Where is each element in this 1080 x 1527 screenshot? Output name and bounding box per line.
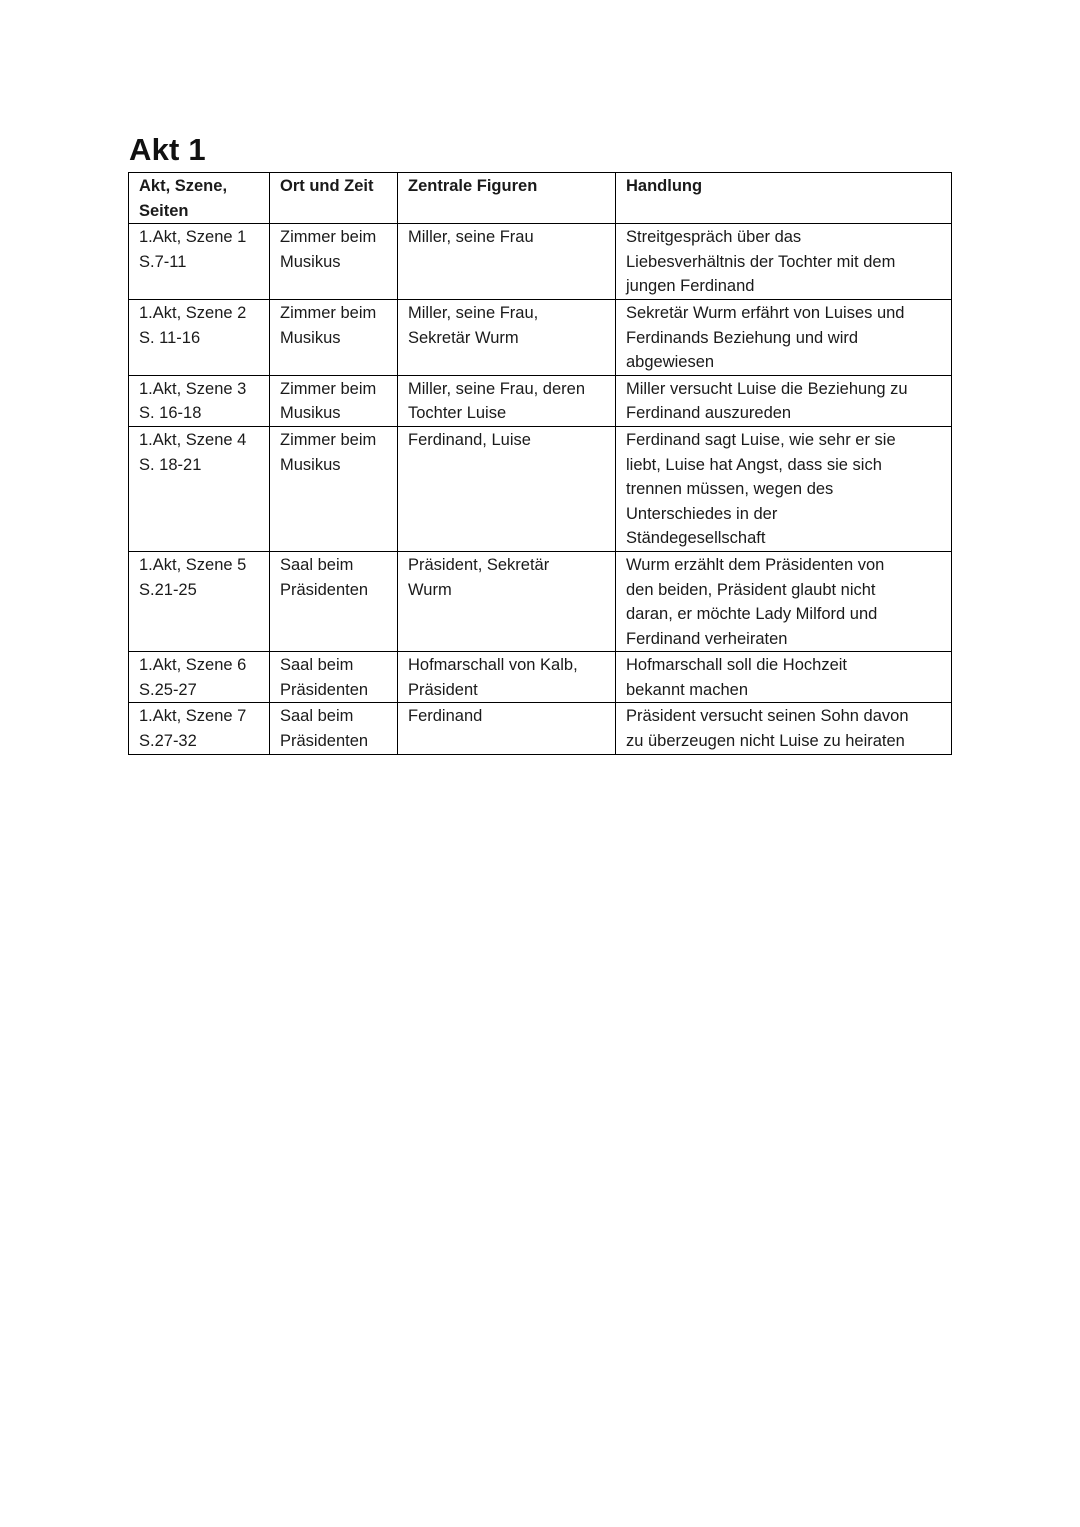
table-row bbox=[129, 551, 952, 651]
cell-handlung bbox=[616, 299, 952, 375]
cell-text-line: 1.Akt, Szene 1 bbox=[139, 228, 247, 247]
cell-text-line: Hofmarschall soll die Hochzeit bbox=[626, 656, 848, 675]
cell-text-line: 1.Akt, Szene 5 bbox=[139, 555, 247, 574]
cell-text-line: Präsident bbox=[408, 680, 478, 699]
cell-text-line: Saal beim bbox=[280, 656, 354, 675]
table-body bbox=[129, 224, 952, 754]
cell-handlung bbox=[616, 652, 952, 703]
table-header-row bbox=[129, 173, 952, 224]
cell-text-line: 1.Akt, Szene 7 bbox=[139, 707, 247, 726]
cell-text-line: S.25-27 bbox=[139, 680, 197, 699]
cell-text-line: Präsidenten bbox=[280, 732, 369, 751]
cell-text-line: Ferdinand, Luise bbox=[408, 430, 531, 449]
cell-text-line: S. 11-16 bbox=[139, 328, 201, 347]
cell-text-line: Präsidenten bbox=[280, 580, 369, 599]
cell-text-line: 1.Akt, Szene 6 bbox=[139, 656, 247, 675]
header-text-line: Handlung bbox=[626, 177, 703, 195]
cell-text-line: Zimmer beim bbox=[280, 303, 377, 322]
table-row bbox=[129, 652, 952, 703]
cell-text-line: abgewiesen bbox=[626, 353, 715, 372]
cell-akt-szene-seiten bbox=[129, 299, 270, 375]
cell-zentrale-figuren bbox=[398, 652, 616, 703]
cell-handlung bbox=[616, 703, 952, 754]
cell-text-line: Musikus bbox=[280, 455, 341, 474]
cell-text-line: Miller, seine Frau, bbox=[408, 303, 539, 322]
scene-table bbox=[128, 172, 952, 755]
cell-text-line: Sekretär Wurm erfährt von Luises und bbox=[626, 303, 905, 322]
cell-akt-szene-seiten bbox=[129, 426, 270, 551]
cell-text-line: zu überzeugen nicht Luise zu heiraten bbox=[626, 732, 905, 751]
cell-zentrale-figuren bbox=[398, 375, 616, 426]
cell-text-line: Unterschiedes in der bbox=[626, 504, 778, 523]
cell-text-line: Saal beim bbox=[280, 555, 354, 574]
header-zentrale-figuren bbox=[398, 173, 616, 224]
table-row bbox=[129, 299, 952, 375]
cell-text-line: Ferdinand auszureden bbox=[626, 404, 792, 423]
header-handlung bbox=[616, 173, 952, 224]
cell-text-line: Musikus bbox=[280, 328, 341, 347]
cell-zentrale-figuren bbox=[398, 299, 616, 375]
cell-text-line: Zimmer beim bbox=[280, 379, 377, 398]
header-text-line: Zentrale Figuren bbox=[408, 177, 538, 195]
cell-text-line: trennen müssen, wegen des bbox=[626, 480, 834, 499]
cell-akt-szene-seiten bbox=[129, 375, 270, 426]
table-row bbox=[129, 703, 952, 754]
cell-handlung bbox=[616, 426, 952, 551]
cell-text-line: Miller versucht Luise die Beziehung zu bbox=[626, 379, 908, 398]
cell-text-line: Präsident, Sekretär bbox=[408, 555, 550, 574]
cell-text-line: daran, er möchte Lady Milford und bbox=[626, 605, 878, 624]
cell-handlung bbox=[616, 375, 952, 426]
cell-text-line: Saal beim bbox=[280, 707, 354, 726]
cell-ort-und-zeit bbox=[270, 299, 398, 375]
cell-text-line: Miller, seine Frau, deren bbox=[408, 379, 585, 398]
cell-text-line: Sekretär Wurm bbox=[408, 328, 519, 347]
cell-text-line: 1.Akt, Szene 2 bbox=[139, 303, 247, 322]
cell-text-line: Ferdinand verheiraten bbox=[626, 629, 788, 648]
cell-ort-und-zeit bbox=[270, 426, 398, 551]
cell-handlung bbox=[616, 551, 952, 651]
cell-text-line: S.7-11 bbox=[139, 252, 187, 271]
cell-text-line: S. 16-18 bbox=[139, 404, 202, 423]
cell-text-line: S. 18-21 bbox=[139, 455, 202, 474]
cell-text-line: Zimmer beim bbox=[280, 228, 377, 247]
cell-text-line: Musikus bbox=[280, 252, 341, 271]
cell-zentrale-figuren bbox=[398, 426, 616, 551]
cell-akt-szene-seiten bbox=[129, 224, 270, 300]
cell-akt-szene-seiten bbox=[129, 703, 270, 754]
cell-text-line: jungen Ferdinand bbox=[626, 277, 755, 296]
cell-zentrale-figuren bbox=[398, 224, 616, 300]
cell-text-line: Ständegesellschaft bbox=[626, 529, 766, 548]
cell-text-line: 1.Akt, Szene 4 bbox=[139, 430, 247, 449]
header-text-line: Seiten bbox=[139, 201, 189, 220]
cell-ort-und-zeit bbox=[270, 551, 398, 651]
cell-akt-szene-seiten bbox=[129, 551, 270, 651]
cell-text-line: Ferdinands Beziehung und wird bbox=[626, 328, 859, 347]
header-akt-szene-seiten bbox=[129, 173, 270, 224]
table-row bbox=[129, 426, 952, 551]
cell-ort-und-zeit bbox=[270, 703, 398, 754]
table-row bbox=[129, 224, 952, 300]
cell-akt-szene-seiten bbox=[129, 652, 270, 703]
table-header bbox=[129, 173, 952, 224]
header-ort-und-zeit bbox=[270, 173, 398, 224]
cell-text-line: Liebesverhältnis der Tochter mit dem bbox=[626, 252, 896, 271]
cell-text-line: Zimmer beim bbox=[280, 430, 377, 449]
cell-text-line: liebt, Luise hat Angst, dass sie sich bbox=[626, 455, 882, 474]
header-text-line: Akt, Szene, bbox=[139, 177, 228, 195]
cell-text-line: 1.Akt, Szene 3 bbox=[139, 379, 247, 398]
cell-text-line: Ferdinand bbox=[408, 707, 483, 726]
cell-ort-und-zeit bbox=[270, 652, 398, 703]
cell-handlung bbox=[616, 224, 952, 300]
cell-text-line: den beiden, Präsident glaubt nicht bbox=[626, 580, 876, 599]
cell-text-line: Musikus bbox=[280, 404, 341, 423]
page-title: Akt 1 bbox=[129, 132, 206, 167]
cell-text-line: Miller, seine Frau bbox=[408, 228, 534, 247]
cell-text-line: Tochter Luise bbox=[408, 404, 507, 423]
cell-ort-und-zeit bbox=[270, 375, 398, 426]
cell-text-line: Präsidenten bbox=[280, 680, 369, 699]
table-row bbox=[129, 375, 952, 426]
cell-text-line: S.27-32 bbox=[139, 732, 197, 751]
cell-text-line: bekannt machen bbox=[626, 680, 749, 699]
cell-text-line: Streitgespräch über das bbox=[626, 228, 802, 247]
cell-text-line: S.21-25 bbox=[139, 580, 197, 599]
cell-text-line: Präsident versucht seinen Sohn davon bbox=[626, 707, 909, 726]
cell-text-line: Wurm bbox=[408, 580, 452, 599]
cell-text-line: Ferdinand sagt Luise, wie sehr er sie bbox=[626, 430, 896, 449]
cell-zentrale-figuren bbox=[398, 703, 616, 754]
cell-text-line: Hofmarschall von Kalb, bbox=[408, 656, 578, 675]
cell-text-line: Wurm erzählt dem Präsidenten von bbox=[626, 555, 885, 574]
header-text-line: Ort und Zeit bbox=[280, 177, 374, 195]
cell-zentrale-figuren bbox=[398, 551, 616, 651]
cell-ort-und-zeit bbox=[270, 224, 398, 300]
